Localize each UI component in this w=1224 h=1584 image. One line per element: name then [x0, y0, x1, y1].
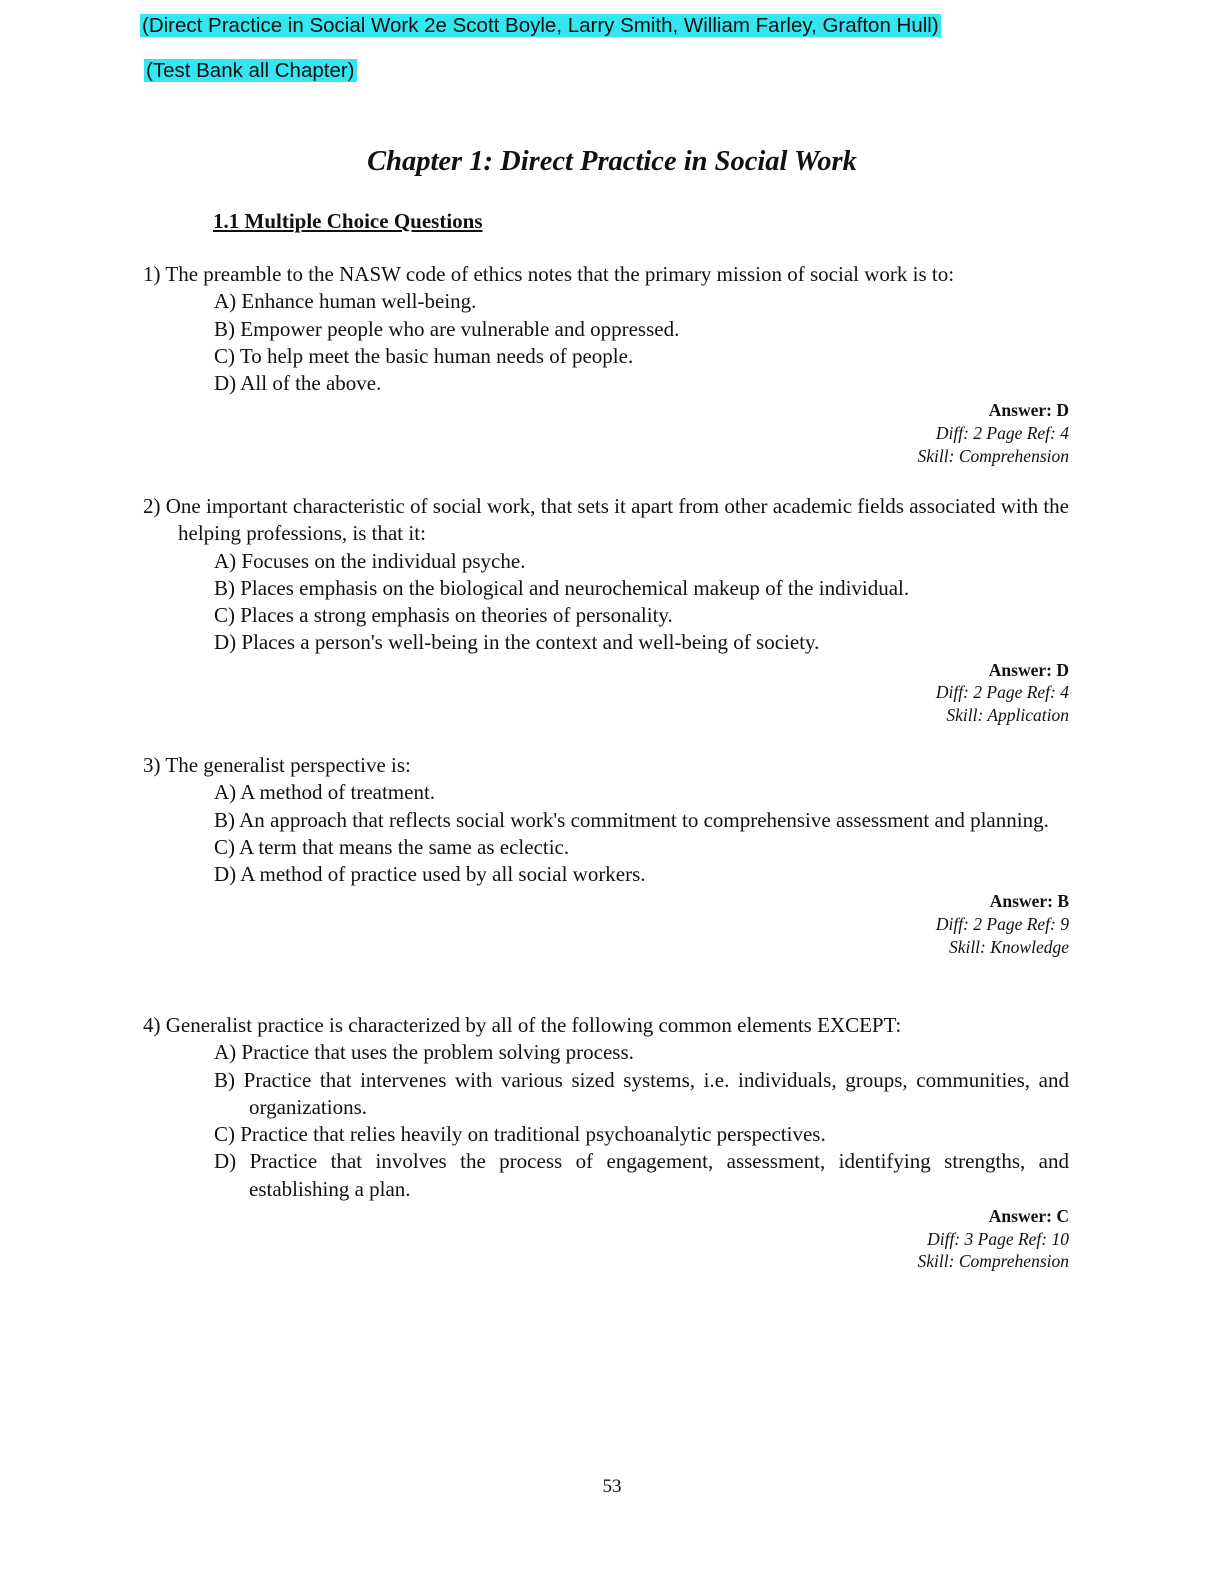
test-bank-banner — [144, 57, 357, 85]
question-3 — [143, 752, 1069, 958]
option-c: C) Places a strong emphasis on theories of personality. — [214, 603, 673, 628]
difficulty-page-ref: Diff: 2 Page Ref: 9 — [935, 914, 1069, 935]
answer-label: Answer: D — [988, 400, 1069, 421]
option-c: C) A term that means the same as eclectic. — [214, 834, 570, 859]
question-1 — [143, 261, 1069, 467]
option-c: C) Practice that relies heavily on traditional psychoanalytic perspectives. — [214, 1122, 826, 1147]
option-b: B) Empower people who are vulnerable and oppressed. — [214, 316, 680, 341]
test-bank-text: (Test Bank all Chapter) — [146, 59, 355, 82]
answer-label: Answer: D — [988, 659, 1069, 680]
difficulty-page-ref: Diff: 2 Page Ref: 4 — [935, 682, 1069, 703]
question-stem: 4) Generalist practice is characterized by all of the following common elements EXCEPT: — [143, 1013, 902, 1037]
difficulty-page-ref: Diff: 2 Page Ref: 4 — [935, 423, 1069, 444]
chapter-title: Chapter 1: Direct Practice in Social Work — [367, 146, 857, 177]
book-title-text: (Direct Practice in Social Work 2e Scott Boyle, Larry Smith, William Farley, Grafton Hull) — [142, 14, 939, 37]
option-b: B) Places emphasis on the biological and neurochemical makeup of the individual. — [214, 575, 910, 600]
question-stem: 3) The generalist perspective is: — [143, 753, 411, 777]
option-a: A) Focuses on the individual psyche. — [214, 548, 526, 573]
page-number: 53 — [602, 1476, 622, 1497]
option-c: C) To help meet the basic human needs of people. — [214, 343, 634, 368]
question-stem: 1) The preamble to the NASW code of ethics notes that the primary mission of social work is to: — [143, 262, 955, 286]
difficulty-page-ref: Diff: 3 Page Ref: 10 — [927, 1228, 1069, 1249]
book-title-banner — [140, 12, 941, 40]
option-d: D) Places a person's well-being in the context and well-being of society. — [214, 630, 820, 655]
option-b: B) An approach that reflects social work's commitment to comprehensive assessment and planning. — [214, 807, 1049, 832]
option-b: B) Practice that intervenes with various sized systems, i.e. individuals, groups, communities, and organizations. — [214, 1067, 1069, 1119]
answer-meta — [143, 399, 1069, 467]
answer-meta — [143, 890, 1069, 958]
answer-label: Answer: C — [988, 1206, 1069, 1227]
skill-label: Skill: Comprehension — [917, 445, 1069, 466]
skill-label: Skill: Knowledge — [948, 936, 1069, 957]
option-d: D) A method of practice used by all social workers. — [214, 862, 646, 887]
option-d: D) All of the above. — [214, 371, 382, 396]
option-a: A) Enhance human well-being. — [214, 289, 477, 314]
question-4 — [143, 1012, 1069, 1273]
answer-meta — [143, 659, 1069, 727]
skill-label: Skill: Comprehension — [917, 1251, 1069, 1272]
option-a: A) A method of treatment. — [214, 780, 436, 805]
answer-label: Answer: B — [989, 891, 1069, 912]
answer-meta — [143, 1205, 1069, 1273]
option-d: D) Practice that involves the process of engagement, assessment, identifying strengths, and establishing a plan. — [214, 1149, 1069, 1201]
question-2 — [143, 493, 1069, 727]
question-stem: 2) One important characteristic of social work, that sets it apart from other academic fields associated with the helping professions, is that it: — [143, 494, 1069, 546]
skill-label: Skill: Application — [946, 704, 1069, 725]
section-title: 1.1 Multiple Choice Questions — [213, 209, 483, 233]
option-a: A) Practice that uses the problem solving process. — [214, 1040, 634, 1065]
